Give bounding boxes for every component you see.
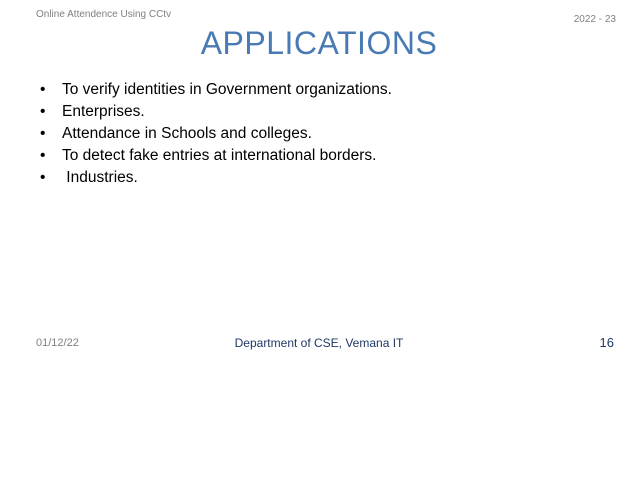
footer-department: Department of CSE, Vemana IT xyxy=(234,336,404,350)
bullet-text: Enterprises. xyxy=(62,103,145,120)
footer-page-number: 16 xyxy=(599,335,614,350)
bullet-item xyxy=(40,167,392,189)
bullet-dot-icon: • xyxy=(40,103,46,120)
bullet-item xyxy=(40,79,392,101)
bullet-text: Industries. xyxy=(62,169,138,186)
header-project-title: Online Attendence Using CCtv xyxy=(36,9,172,20)
bullet-text: Attendance in Schools and colleges. xyxy=(62,125,312,142)
bullet-item xyxy=(40,123,392,145)
bullet-list xyxy=(40,79,392,189)
bullet-dot-icon: • xyxy=(40,169,46,186)
bullet-dot-icon: • xyxy=(40,147,46,164)
bullet-item xyxy=(40,101,392,123)
bullet-text: To verify identities in Government organizations. xyxy=(62,81,392,98)
slide-title: APPLICATIONS xyxy=(200,25,438,61)
header-academic-year: 2022 - 23 xyxy=(573,14,616,25)
bullet-dot-icon: • xyxy=(40,81,46,98)
bullet-item xyxy=(40,145,392,167)
bullet-text: To detect fake entries at international borders. xyxy=(62,147,377,164)
bullet-dot-icon: • xyxy=(40,125,46,142)
footer-date: 01/12/22 xyxy=(36,337,79,349)
